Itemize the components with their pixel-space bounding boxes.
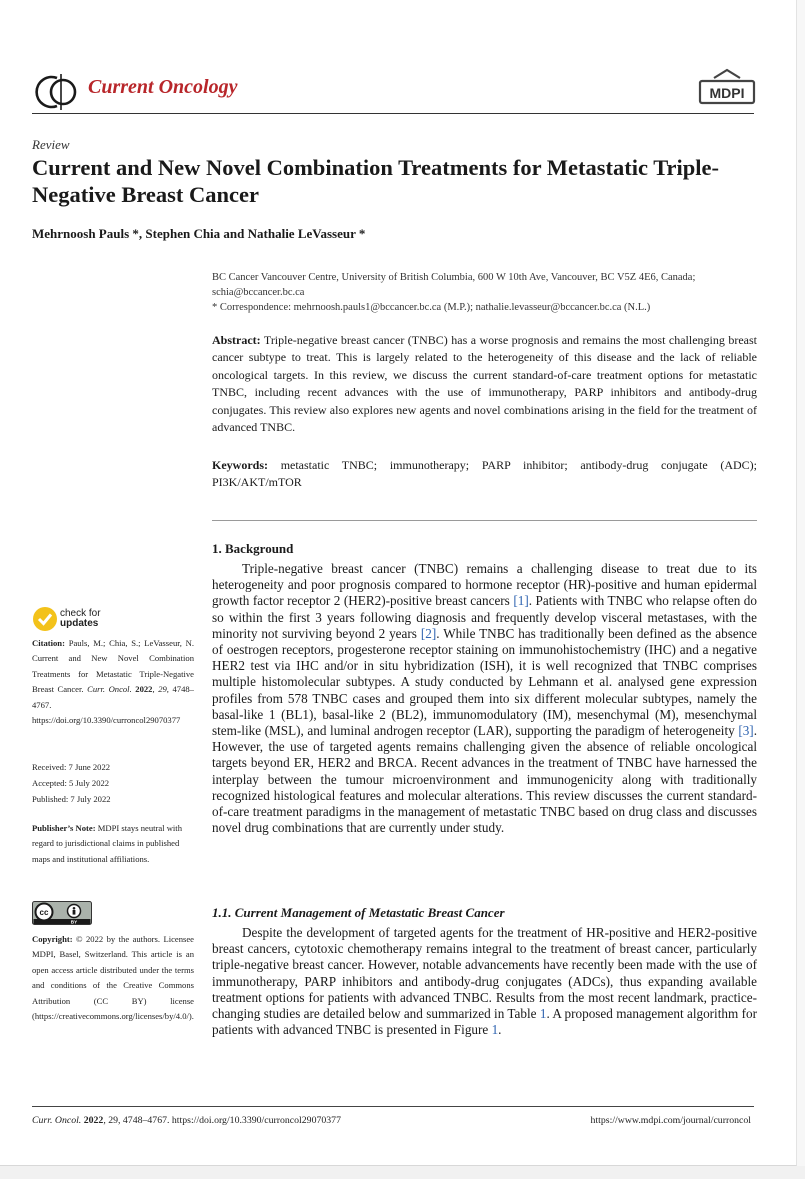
p2-part-b: . A proposed management algorithm for patients with advanced TNBC is presented in Figure [212,1006,757,1038]
abstract-divider [212,520,757,521]
p1-part-b: . Patients with TNBC who relapse often do so within the first 3 years following diagnosis and frequently develop visceral metastases, with the minority not surviving beyond 2 years [212,593,757,641]
footer-rule [32,1106,754,1107]
journal-logo-text: CO [32,72,34,73]
abstract-text: Triple-negative breast cancer (TNBC) has a worse prognosis and remains the most challenging breast cancer subtype to treat. This is largely related to the heterogeneity of this disease and the lack of reliable oncological targets. In this review, we discuss the current standard-of-care treatment options for metastatic TNBC, including recent advances with the use of immunotherapy, PARP inhibitors and antibody-drug conjugates. This review also explores new agents and novel combinations arising in the field for the treatment of advanced TNBC. [212,333,757,435]
publisher-note [32,821,194,867]
article-authors: Mehrnoosh Pauls *, Stephen Chia and Nathalie LeVasseur * [32,226,366,241]
citation-year: 2022 [135,684,153,695]
check-for-updates-badge[interactable] [32,606,122,632]
reference-link-3[interactable]: [3] [738,723,754,739]
keywords-text: metastatic TNBC; immunotherapy; PARP inhibitor; antibody-drug conjugate (ADC); PI3K/AKT/mTOR [212,458,758,490]
keywords-label: Keywords: [212,458,268,472]
paragraph-management [212,925,757,1038]
section-heading-background: 1. Background [212,541,294,556]
citation-label: Citation: [32,638,65,648]
citation-doi[interactable]: , 4748–4767. https://doi.org/10.3390/curroncol29070377 [32,684,194,726]
journal-header [32,68,756,114]
journal-name: Current Oncology [88,76,238,98]
reference-link-2[interactable]: [2] [420,625,437,641]
correspondence: * Correspondence: mehrnoosh.pauls1@bccancer.bc.ca (M.P.); nathalie.levasseur@bccancer.bc.ca (N.L.) [212,302,651,313]
footer-journal-url[interactable]: https://www.mdpi.com/journal/curroncol [590,1115,751,1126]
footer-journal: Curr. Oncol. [32,1115,82,1126]
citation-journal: Curr. Oncol. [87,684,132,695]
footer-year: 2022 [83,1115,104,1126]
accepted-date: Accepted: 5 July 2022 [32,778,110,788]
figure-link[interactable]: 1 [491,1022,499,1038]
cc-by-license-icon[interactable] [32,901,92,925]
copyright-label: Copyright: [32,934,73,944]
mdpi-logo [698,68,756,112]
check-for-updates-text [60,609,101,629]
citation-text: Pauls, M.; Chia, S.; LeVasseur, N. Current and New Novel Combination Treatments for Metastatic Triple-Negative Breast Cancer. [32,638,194,695]
copyright-block [32,932,194,1024]
p1-part-c: . While TNBC has traditionally been defined as the absence of oestrogen receptors, progesterone receptor staining on immunohistochemistry (IHC) and a negative HER2 test via IHC and/or in situ hybridization (ISH), it is well recognized that TNBC comprises multiple histomolecular subtypes. A study conducted by Lehmann et al. analysed gene expression profiles from 578 TNBC cases and grouped them into six different molecular subtypes, namely the basal-like 1 (BL1), basal-like 2 (BL2), immunomodulatory (IM), mesenchymal (M), mesenchymal stem-like (MSL), and luminal androgen receptor (LAR), supporting the paradigm of heterogeneity [212,625,757,739]
check-line-2: updates [60,618,99,629]
publisher-note-label: Publisher’s Note: [32,823,96,833]
right-background-strip [797,0,805,1166]
footer-citation [32,1115,341,1126]
mdpi-logo-text: MDPI [709,85,745,101]
reference-link-1[interactable]: [1] [513,593,529,609]
paragraph-background [212,561,757,836]
by-text: BY [70,919,78,925]
p1-part-a: Triple-negative breast cancer (TNBC) remains a challenging disease to treat due to its heterogeneity and poor prognosis compared to hormone receptor (HR)-positive and human epidermal growth factor receptor 2 (HER2)-positive breast cancers [212,561,757,609]
cc-text: cc [39,908,49,917]
abstract-label: Abstract: [212,333,261,347]
published-date: Published: 7 July 2022 [32,794,111,804]
copyright-text: © 2022 by the authors. Licensee MDPI, Basel, Switzerland. This article is an open access article distributed under the terms and conditions of the Creative Commons Attribution (CC BY) license (https://creativecommons.org/licenses/by/4.0/). [32,934,194,1022]
bottom-background-strip [0,1166,805,1179]
affiliation-line-2: schia@bccancer.bc.ca [212,287,305,298]
journal-logo [32,72,80,112]
article-title: Current and New Novel Combination Treatments for Metastatic Triple-Negative Breast Cancer [32,155,720,207]
affiliation-line-1: BC Cancer Vancouver Centre, University of British Columbia, 600 W 10th Ave, Vancouver, BC V5Z 4E6, Canada; [212,272,696,283]
p2-part-c: . [498,1022,502,1038]
keywords [212,457,757,492]
citation-block: Citation: Pauls, M.; Chia, S.; LeVasseur, N. Current and New Novel Combination Treatments for Metastatic Triple-Negative Breast Cancer. Curr. Oncol. 2022, 29, 4748–4767. https://doi.org/10.3390/curroncol29070377 [32,638,194,726]
check-icon [32,606,58,632]
footer-doi[interactable]: , 29, 4748–4767. https://doi.org/10.3390/curroncol29070377 [103,1115,341,1126]
article-type: Review [32,137,70,152]
subsection-heading-management: 1.1. Current Management of Metastatic Breast Cancer [212,905,505,920]
publisher-note-text: MDPI stays neutral with regard to jurisdictional claims in published maps and institutional affiliations. [32,823,182,864]
table-link[interactable]: 1 [539,1006,547,1022]
header-rule [32,113,754,114]
check-line-1: check for [60,608,101,619]
received-date: Received: 7 June 2022 [32,762,111,772]
citation-volume: 29 [158,684,167,695]
p2-part-a: Despite the development of targeted agents for the treatment of HR-positive and HER2-positive breast cancers, cytotoxic chemotherapy remains integral to the treatment of breast cancer, particularly triple-negative breast cancer. However, notable advancements have recently been made with the use of immunotherapy, PARP inhibitors and antibody-drug conjugates (ADCs), thus expanding available treatment options for patients with advanced TNBC. Results from the most recent landmark, practice-changing studies are detailed below and summarized in Table [212,925,757,1022]
abstract [212,332,757,436]
p1-part-d: . However, the use of targeted agents remains challenging given the absence of reliable oncological targets beyond ER, HER2 and BRCA. Recent advances in the treatment of TNBC have harnessed the interplay between the tumour microenvironment and immunogenicity along with traditionally recognized histological features and molecular alterations. This review discusses the current standard-of-care treatment paradigms in the management of metastatic TNBC based on drug class and discusses novel drug combinations that are currently under study. [212,723,757,836]
